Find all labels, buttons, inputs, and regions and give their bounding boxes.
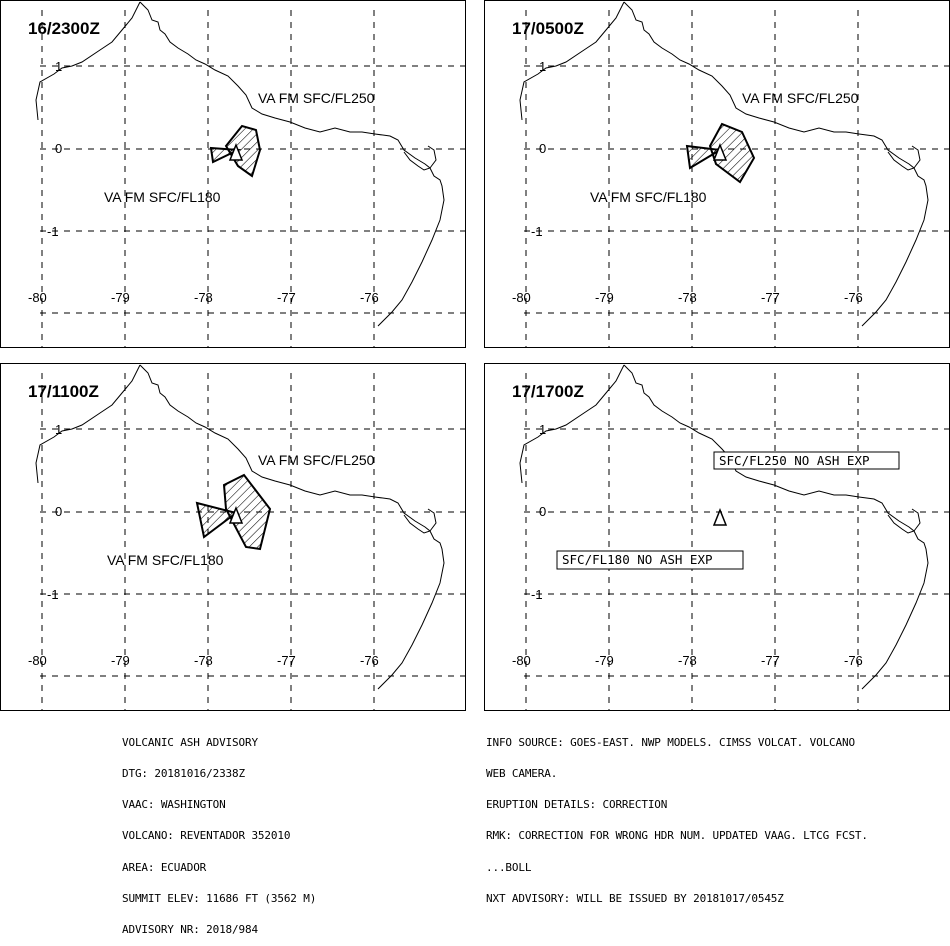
- lon-tick-78: -78: [194, 653, 213, 668]
- advisory-line: AREA: ECUADOR: [122, 860, 207, 874]
- lon-tick-77: -77: [761, 290, 780, 305]
- lat-tick-0: 0: [55, 141, 63, 156]
- label-fl250: SFC/FL250 NO ASH EXP: [719, 453, 870, 468]
- advisory-line: ERUPTION DETAILS: CORRECTION: [486, 798, 668, 812]
- advisory-line: ...BOLL: [486, 860, 532, 874]
- valid-time: 17/0500Z: [512, 19, 584, 38]
- lat-tick-0: 0: [55, 504, 63, 519]
- graticule: [40, 10, 466, 348]
- panel-frame: [1, 1, 466, 348]
- lon-tick-80: -80: [28, 653, 47, 668]
- panel-frame: [1, 364, 466, 711]
- advisory-line: WEB CAMERA.: [486, 767, 558, 781]
- coastline-east-inlet: [888, 146, 920, 170]
- lon-tick-79: -79: [595, 290, 614, 305]
- map-panel-3: [0, 363, 466, 711]
- advisory-line: ADVISORY NR: 2018/984: [122, 923, 258, 937]
- lon-tick-76: -76: [360, 290, 379, 305]
- coastline: [624, 2, 928, 326]
- panel-frame: [485, 364, 950, 711]
- coastline-east-inlet: [404, 509, 436, 533]
- lon-tick-80: -80: [28, 290, 47, 305]
- valid-time: 16/2300Z: [28, 19, 100, 38]
- lon-tick-78: -78: [678, 653, 697, 668]
- lon-tick-78: -78: [194, 290, 213, 305]
- lon-tick-77: -77: [761, 653, 780, 668]
- advisory-line: RMK: CORRECTION FOR WRONG HDR NUM. UPDATED VAAG. LTCG FCST.: [486, 829, 868, 843]
- advisory-line: INFO SOURCE: GOES-EAST. NWP MODELS. CIMSS VOLCAT. VOLCANO: [486, 735, 855, 749]
- label-fl180: VA FM SFC/FL180: [590, 189, 707, 205]
- coastline-east-inlet: [404, 146, 436, 170]
- lat-tick-1: 1: [55, 422, 63, 437]
- label-fl180: SFC/FL180 NO ASH EXP: [562, 552, 713, 567]
- lat-tick-1: 1: [55, 59, 63, 74]
- map-panel-2: [484, 0, 950, 348]
- valid-time: 17/1100Z: [28, 382, 99, 401]
- advisory-line: VOLCANIC ASH ADVISORY: [122, 735, 258, 749]
- lon-tick-79: -79: [595, 653, 614, 668]
- valid-time: 17/1700Z: [512, 382, 584, 401]
- label-fl180: VA FM SFC/FL180: [104, 189, 221, 205]
- advisory-header-right: [486, 717, 868, 915]
- lon-tick-77: -77: [277, 653, 296, 668]
- coastline: [140, 2, 444, 326]
- advisory-header-left: [122, 717, 316, 946]
- lat-tick-m1: -1: [531, 224, 543, 239]
- label-fl250: VA FM SFC/FL250: [258, 452, 375, 468]
- lon-tick-79: -79: [111, 653, 130, 668]
- label-fl250: VA FM SFC/FL250: [742, 90, 859, 106]
- lon-tick-78: -78: [678, 290, 697, 305]
- coastline-east-inlet: [888, 509, 920, 533]
- advisory-line: VOLCANO: REVENTADOR 352010: [122, 829, 291, 843]
- label-fl180: VA FM SFC/FL180: [107, 552, 224, 568]
- graticule: [524, 373, 950, 711]
- lat-tick-0: 0: [539, 504, 547, 519]
- coastline: [140, 365, 444, 689]
- coastline: [624, 365, 928, 689]
- panel-frame: [485, 1, 950, 348]
- lon-tick-79: -79: [111, 290, 130, 305]
- lat-tick-m1: -1: [47, 224, 59, 239]
- map-panel-4: [484, 363, 950, 711]
- lon-tick-76: -76: [360, 653, 379, 668]
- label-fl250: VA FM SFC/FL250: [258, 90, 375, 106]
- lat-tick-m1: -1: [47, 587, 59, 602]
- volcano-icon: [714, 510, 726, 525]
- lon-tick-80: -80: [512, 290, 531, 305]
- advisory-line: NXT ADVISORY: WILL BE ISSUED BY 20181017/0545Z: [486, 891, 784, 905]
- lat-tick-1: 1: [539, 422, 547, 437]
- advisory-line: SUMMIT ELEV: 11686 FT (3562 M): [122, 891, 317, 905]
- lon-tick-76: -76: [844, 290, 863, 305]
- map-panel-1: [0, 0, 466, 348]
- lat-tick-0: 0: [539, 141, 547, 156]
- advisory-line: VAAC: WASHINGTON: [122, 798, 226, 812]
- lat-tick-1: 1: [539, 59, 547, 74]
- lat-tick-m1: -1: [531, 587, 543, 602]
- lon-tick-80: -80: [512, 653, 531, 668]
- lon-tick-77: -77: [277, 290, 296, 305]
- advisory-line: DTG: 20181016/2338Z: [122, 767, 245, 781]
- lon-tick-76: -76: [844, 653, 863, 668]
